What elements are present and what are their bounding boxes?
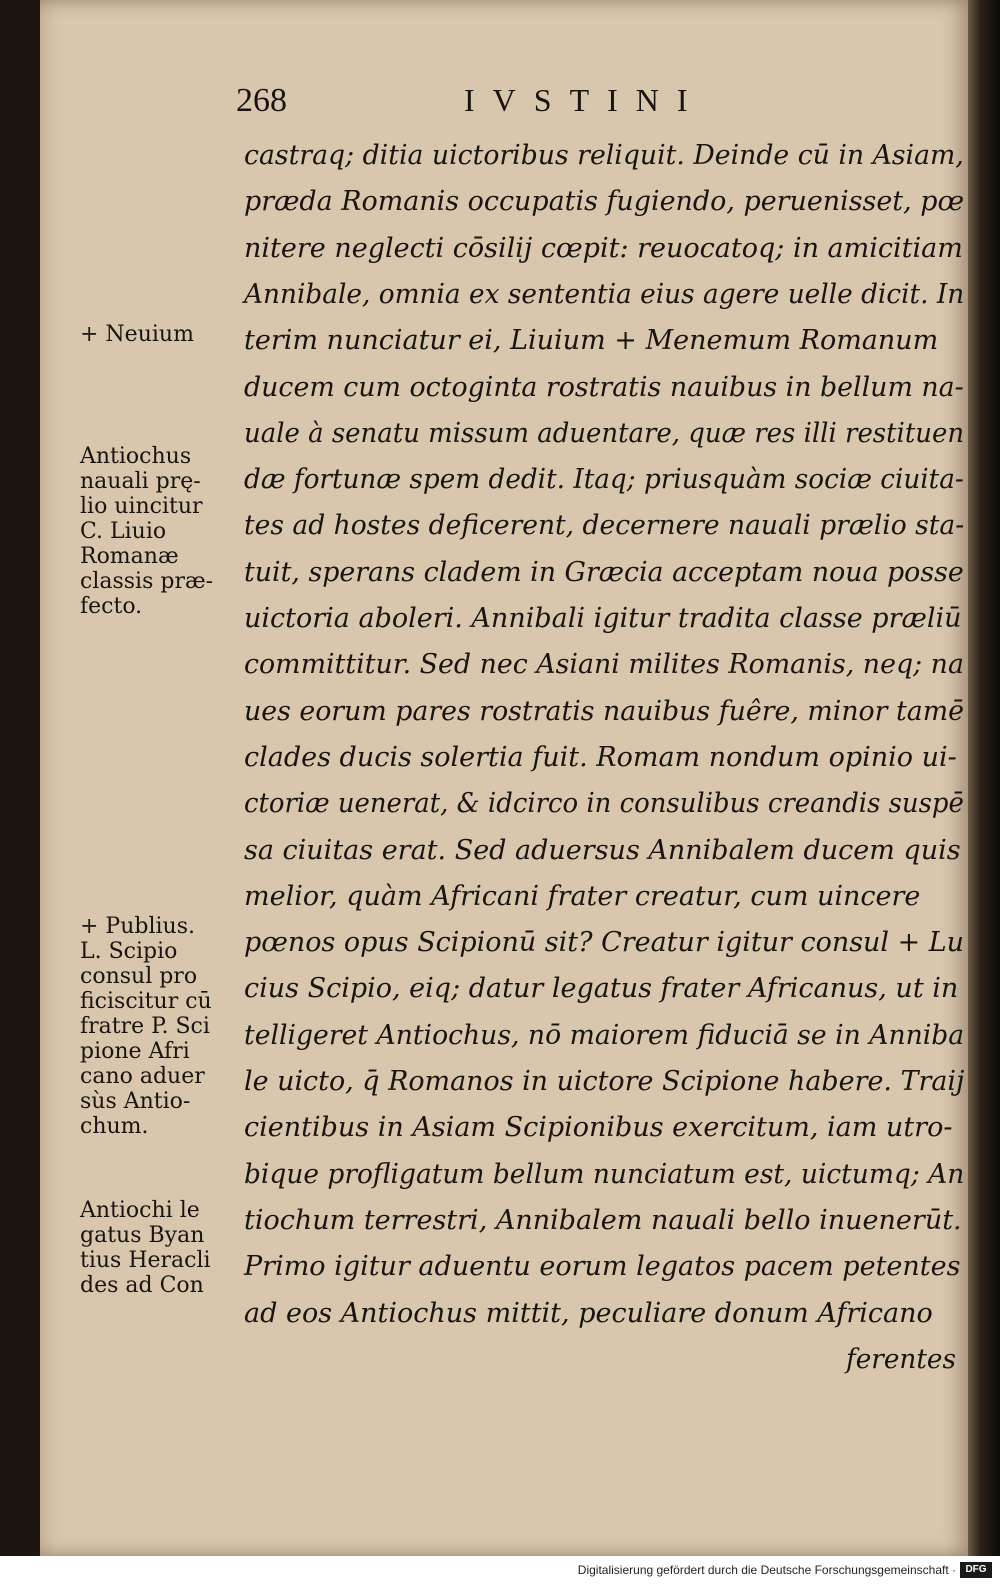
- digitization-footer: [0, 1556, 1000, 1584]
- marginal-note: [80, 1198, 248, 1298]
- text-line: melior, quàm Africani frater creatur, cum uincere: [244, 880, 921, 912]
- text-line: Primo igitur aduentu eorum legatos pacem petentes: [244, 1251, 961, 1283]
- footer-credit: Digitalisierung gefördert durch die Deutsche Forschungsgemeinschaft ·: [577, 1563, 956, 1577]
- marginal-note: [80, 444, 248, 619]
- text-line: tuit, sperans cladem in Græcia acceptam noua posse: [244, 556, 964, 588]
- text-line: uale à senatu missum aduentare, quæ res illi restituen: [244, 417, 965, 449]
- text-line: bique profligatum bellum nunciatum est, uictumq; An: [244, 1158, 965, 1190]
- marginal-note-line: pione Afri: [80, 1039, 190, 1064]
- marginal-note-line: sùs Antio-: [80, 1089, 191, 1114]
- text-line: tes ad hostes deficerent, decernere nauali prælio sta-: [244, 510, 965, 542]
- marginal-note-line: fratre P. Sci: [80, 1014, 210, 1039]
- text-line: tiochum terrestri, Annibalem nauali bello inuenerūt.: [244, 1204, 962, 1236]
- marginal-note-line: Antiochi le: [80, 1198, 200, 1223]
- text-line: committitur. Sed nec Asiani milites Romanis, neq; na: [244, 649, 964, 681]
- marginal-note-line: des ad Con: [80, 1273, 204, 1298]
- marginal-note-line: cano aduer: [80, 1064, 205, 1089]
- text-line: cientibus in Asiam Scipionibus exercitum, iam utro-: [244, 1112, 953, 1144]
- marginal-note-line: chum.: [80, 1114, 149, 1139]
- text-line: Annibale, omnia ex sententia eius agere uelle dicit. In: [244, 278, 965, 310]
- text-line: sa ciuitas erat. Sed aduersus Annibalem ducem quis: [244, 834, 961, 866]
- marginal-note-line: tius Heracli: [80, 1248, 211, 1273]
- marginal-note: [80, 914, 248, 1139]
- running-title: IVSTINI: [464, 82, 706, 118]
- marginal-note-line: + Neuium: [80, 322, 194, 347]
- text-line: ad eos Antiochus mittit, peculiare donum Africano: [244, 1297, 933, 1329]
- running-head: [236, 82, 796, 126]
- text-line: terim nunciatur ei, Liuium + Menemum Romanum: [244, 325, 939, 357]
- marginal-note: [80, 322, 248, 347]
- text-line: dæ fortunæ spem dedit. Itaq; priusquàm sociæ ciuita-: [244, 464, 964, 496]
- text-line: castraq; ditia uictoribus reliquit. Deinde cū in Asiam,: [244, 140, 964, 171]
- marginal-note-line: Antiochus: [80, 444, 192, 469]
- marginal-note-line: nauali prę-: [80, 469, 201, 494]
- marginal-note-line: + Publius.: [80, 914, 196, 939]
- dfg-logo: DFG: [960, 1562, 992, 1578]
- text-line: præda Romanis occupatis fugiendo, peruenisset, pœ: [244, 186, 965, 218]
- text-line: ues eorum pares rostratis nauibus fuêre, minor tamē: [244, 695, 964, 727]
- text-line: ducem cum octoginta rostratis nauibus in bellum na-: [244, 371, 964, 403]
- text-line: nitere neglecti cōsilij cœpit: reuocatoq; in amicitiam: [244, 232, 963, 264]
- marginal-note-line: classis præ-: [80, 569, 214, 594]
- text-line: ferentes: [846, 1343, 956, 1375]
- marginal-note-line: consul pro: [80, 964, 198, 989]
- text-line: uictoria aboleri. Annibali igitur tradita classe præliū: [244, 603, 962, 634]
- text-line: cius Scipio, eiq; datur legatus frater Africanus, ut in: [244, 973, 959, 1005]
- marginal-note-line: fecto.: [80, 594, 143, 619]
- marginal-note-line: C. Liuio: [80, 519, 167, 544]
- text-line: pœnos opus Scipionū sit? Creatur igitur consul + Lu: [244, 927, 965, 959]
- page-number: 268: [236, 82, 287, 119]
- marginal-note-line: lio uincitur: [80, 494, 203, 519]
- text-line: telligeret Antiochus, nō maiorem fiduciā se in Anniba: [244, 1019, 965, 1051]
- page-edge-shadow: [968, 0, 1000, 1556]
- text-line: clades ducis solertia fuit. Romam nondum opinio ui-: [244, 741, 957, 773]
- marginal-note-line: gatus Byan: [80, 1223, 205, 1248]
- marginal-note-line: ficiscitur cū: [80, 989, 212, 1014]
- text-line: ctoriæ uenerat, & idcirco in consulibus creandis suspē: [244, 788, 964, 820]
- marginal-note-line: L. Scipio: [80, 939, 178, 964]
- text-line: le uicto, q̄ Romanos in uictore Scipione habere. Traij: [244, 1066, 965, 1097]
- marginal-note-line: Romanæ: [80, 544, 179, 569]
